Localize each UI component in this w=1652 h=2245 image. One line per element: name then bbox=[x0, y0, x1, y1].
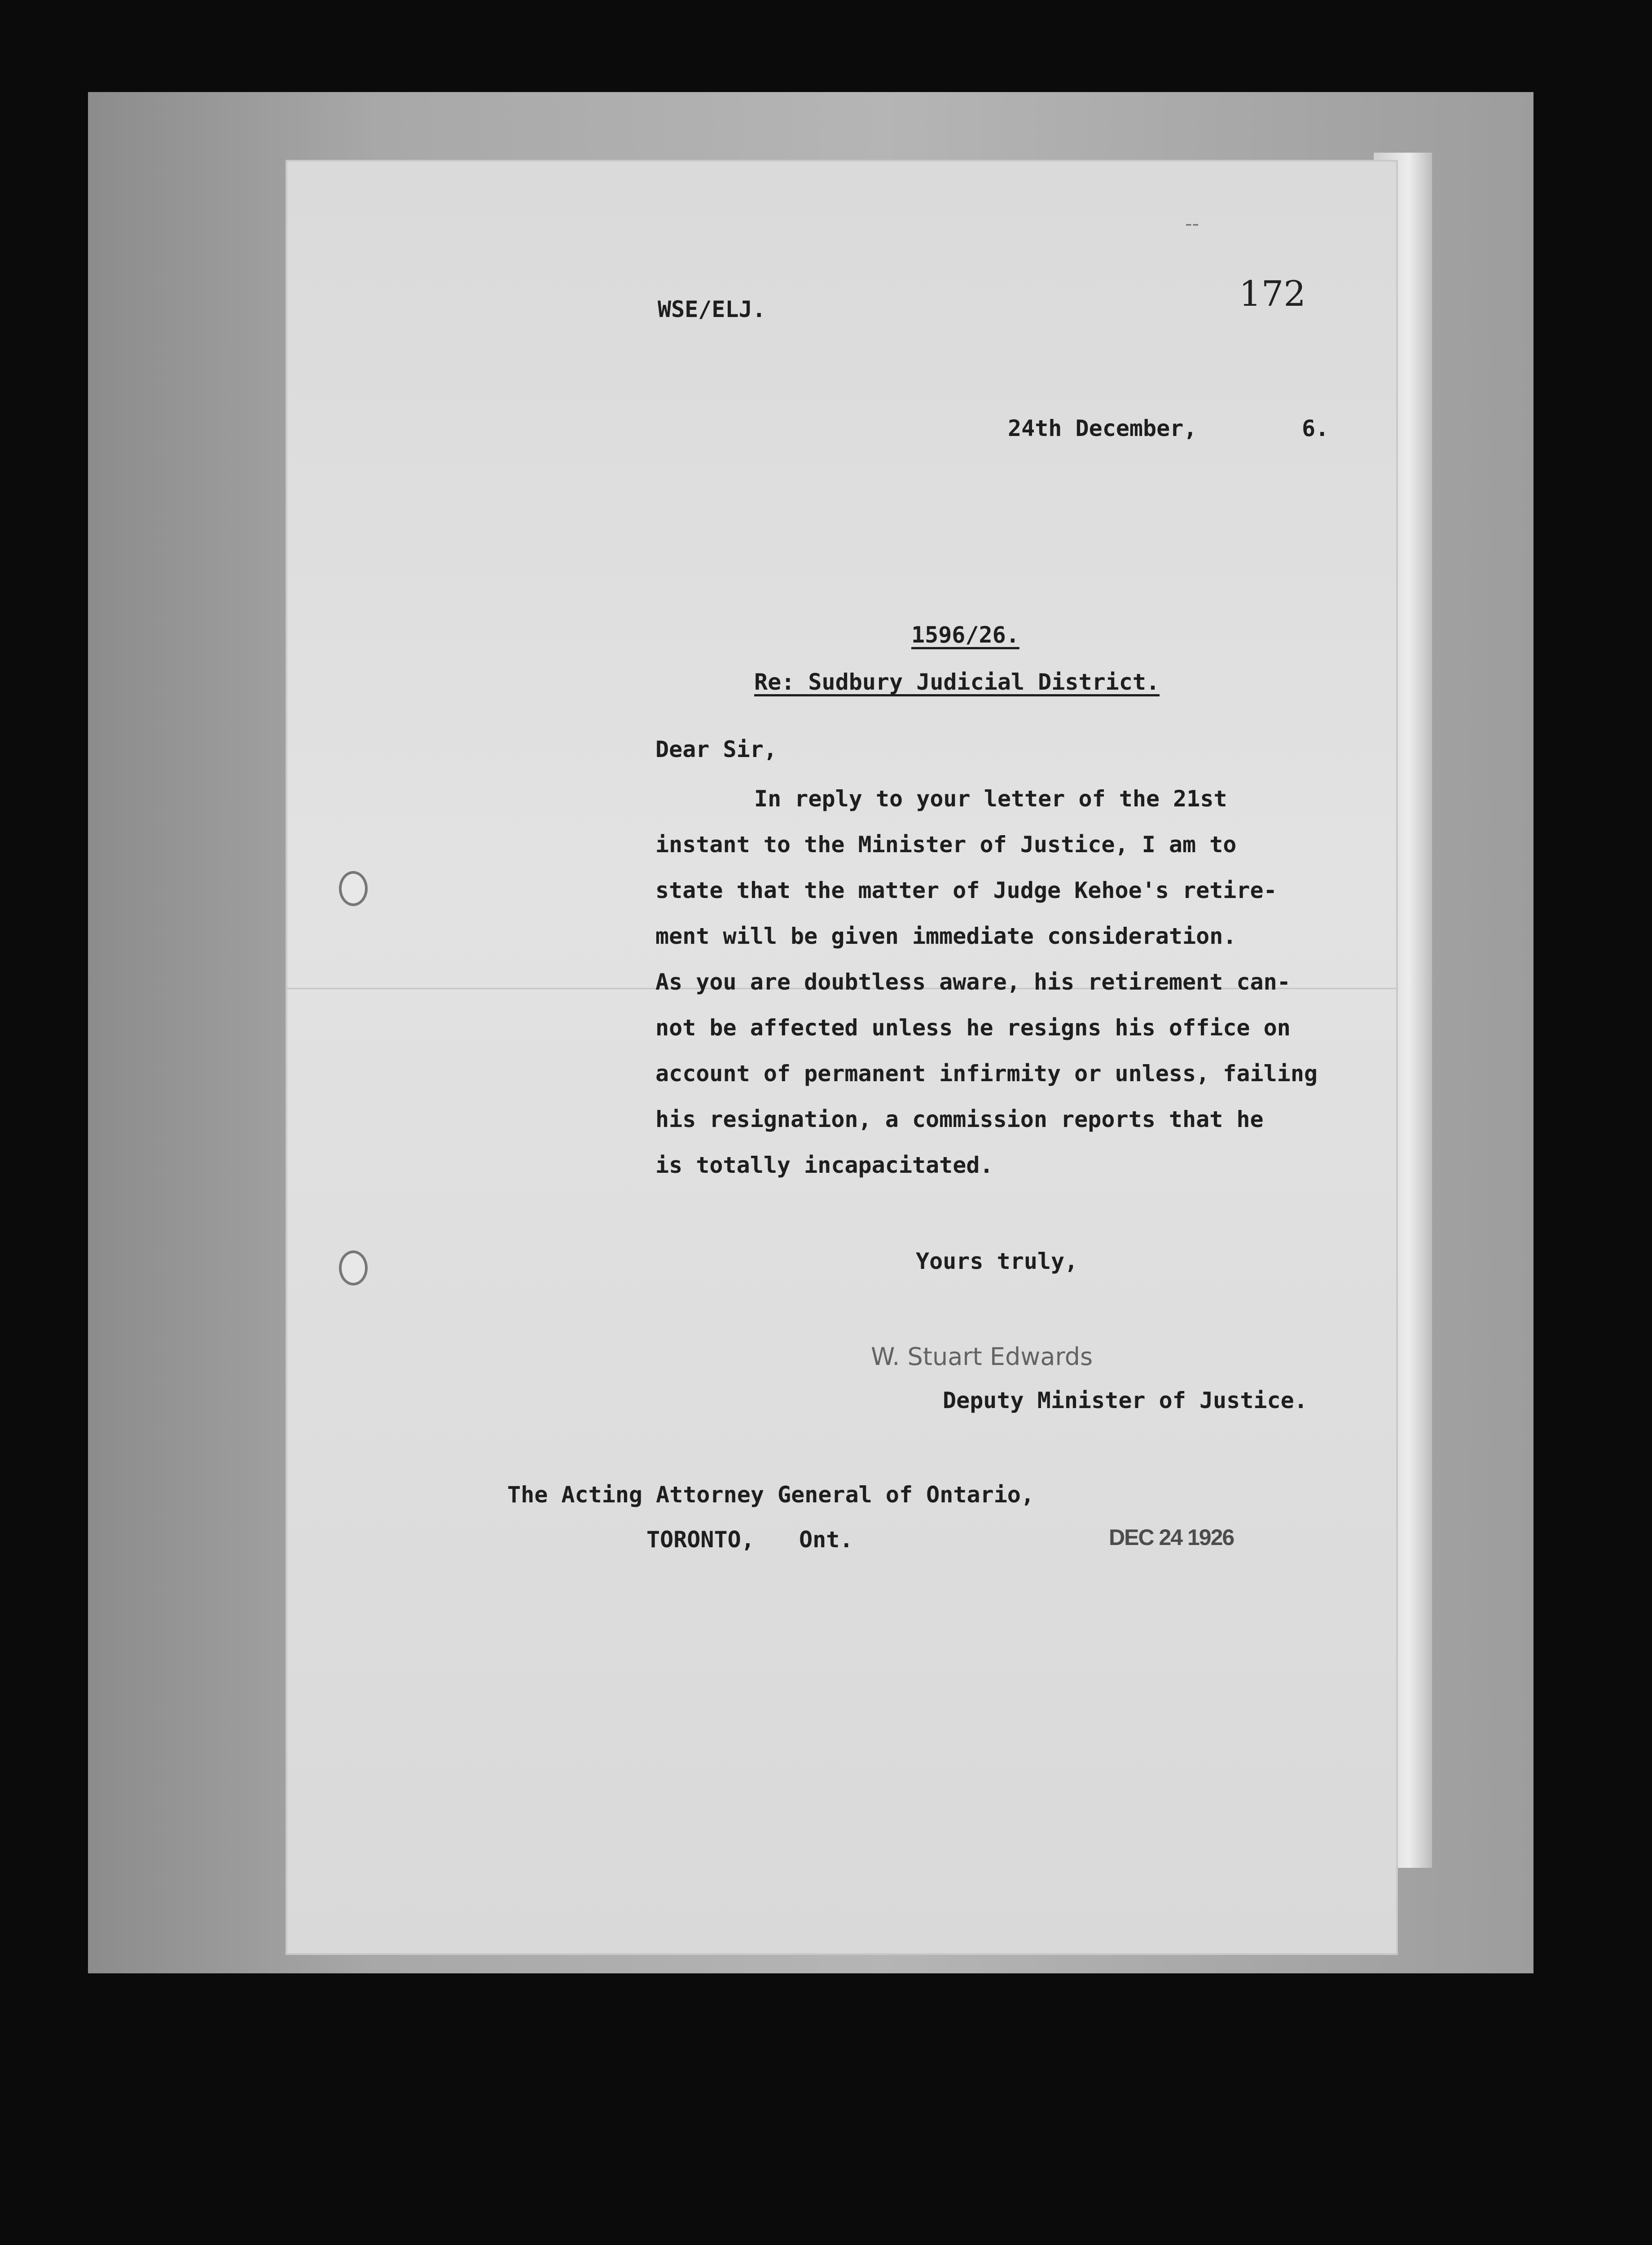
date-stamp: DEC 24 1926 bbox=[1109, 1525, 1234, 1550]
body-line: his resignation, a commission reports that he bbox=[655, 1106, 1264, 1132]
recipient: The Acting Attorney General of Ontario, bbox=[507, 1482, 1034, 1508]
reference-initials: WSE/ELJ. bbox=[658, 296, 766, 322]
closing: Yours truly, bbox=[916, 1248, 1078, 1274]
punch-hole-icon bbox=[339, 1250, 368, 1285]
body-line: is totally incapacitated. bbox=[655, 1152, 993, 1178]
body-line: ment will be given immediate consideration. bbox=[655, 923, 1237, 949]
body-line: In reply to your letter of the 21st bbox=[754, 786, 1227, 812]
subject-line: Re: Sudbury Judicial District. bbox=[754, 669, 1160, 695]
salutation: Dear Sir, bbox=[655, 736, 777, 762]
signer-title: Deputy Minister of Justice. bbox=[943, 1387, 1308, 1413]
letter-page bbox=[287, 162, 1396, 1953]
body-line: account of permanent infirmity or unless, failing bbox=[655, 1061, 1318, 1087]
body-line: not be affected unless he resigns his office on bbox=[655, 1015, 1291, 1041]
body-line: As you are doubtless aware, his retirement can- bbox=[655, 969, 1291, 995]
recipient-province: Ont. bbox=[799, 1527, 853, 1553]
letter-date-year: 6. bbox=[1302, 415, 1329, 441]
page-number: 172 bbox=[1239, 274, 1306, 314]
body-line: instant to the Minister of Justice, I am to bbox=[655, 832, 1237, 858]
recipient-city: TORONTO, bbox=[646, 1527, 755, 1553]
file-number: 1596/26. bbox=[911, 622, 1019, 648]
body-line: state that the matter of Judge Kehoe's retire- bbox=[655, 877, 1277, 903]
letter-date: 24th December, bbox=[1008, 415, 1197, 441]
pencil-mark: -- bbox=[1185, 211, 1199, 235]
signature: W. Stuart Edwards bbox=[871, 1343, 1093, 1371]
punch-hole-icon bbox=[339, 871, 368, 906]
